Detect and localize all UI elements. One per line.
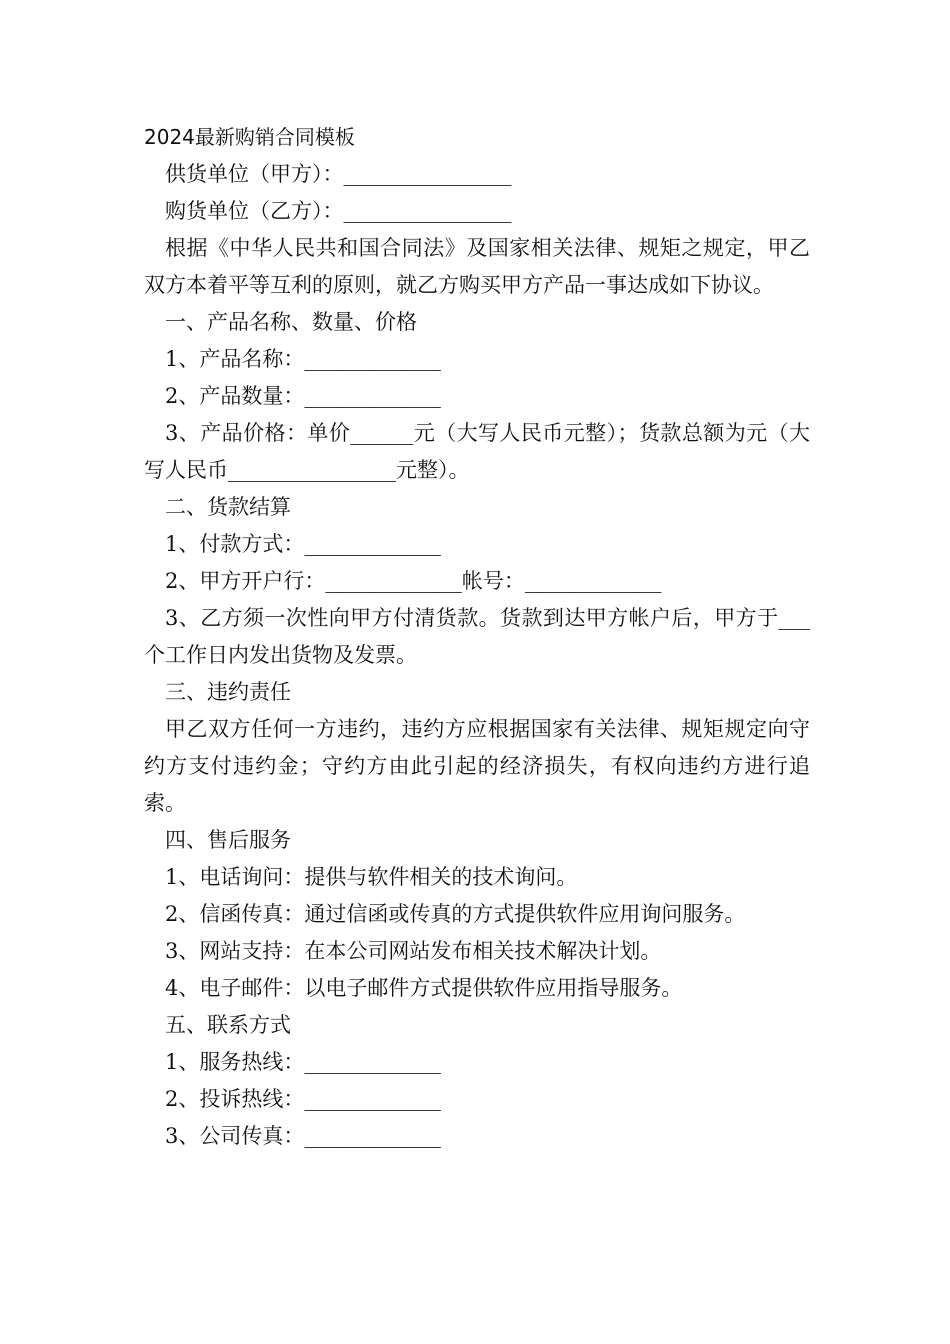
section-heading-after-sales: 四、售后服务 [165, 828, 291, 852]
preamble-paragraph: 根据《中华人民共和国合同法》及国家相关法律、规矩之规定，甲乙双方本着平等互利的原则，就乙方购买甲方产品一事达成如下协议。 [144, 236, 810, 297]
document-body [144, 119, 810, 1155]
section-heading-products: 一、产品名称、数量、价格 [165, 310, 417, 334]
product-price-paragraph: 3、产品价格：单价______元（大写人民币元整）；货款总额为元（大写人民币________________元整）。 [144, 421, 810, 482]
fax-support-line: 2、信函传真：通过信函或传真的方式提供软件应用询问服务。 [165, 902, 746, 926]
product-name-line: 1、产品名称：_____________ [165, 347, 441, 371]
service-hotline-line: 1、服务热线：_____________ [165, 1050, 441, 1074]
payment-terms-paragraph: 3、乙方须一次性向甲方付清货款。货款到达甲方帐户后，甲方于___个工作日内发出货物及发票。 [144, 606, 810, 667]
breach-paragraph: 甲乙双方任何一方违约，违约方应根据国家有关法律、规矩规定向守约方支付违约金；守约方由此引起的经济损失，有权向违约方进行追索。 [144, 717, 810, 815]
section-heading-contact: 五、联系方式 [165, 1013, 291, 1037]
company-fax-line: 3、公司传真：_____________ [165, 1124, 441, 1148]
section-heading-breach: 三、违约责任 [165, 680, 291, 704]
supplier-line: 供货单位（甲方）：________________ [165, 162, 512, 186]
website-support-line: 3、网站支持：在本公司网站发布相关技术解决计划。 [165, 939, 662, 963]
complaint-hotline-line: 2、投诉热线：_____________ [165, 1087, 441, 1111]
buyer-line: 购货单位（乙方）：________________ [165, 199, 512, 223]
phone-support-line: 1、电话询问：提供与软件相关的技术询问。 [165, 865, 578, 889]
product-quantity-line: 2、产品数量：_____________ [165, 384, 441, 408]
document-title: 2024最新购销合同模板 [144, 125, 355, 149]
email-support-line: 4、电子邮件：以电子邮件方式提供软件应用指导服务。 [165, 976, 683, 1000]
payment-method-line: 1、付款方式：_____________ [165, 532, 441, 556]
section-heading-settlement: 二、货款结算 [165, 495, 291, 519]
bank-account-line: 2、甲方开户行：_____________帐号：_____________ [165, 569, 662, 593]
